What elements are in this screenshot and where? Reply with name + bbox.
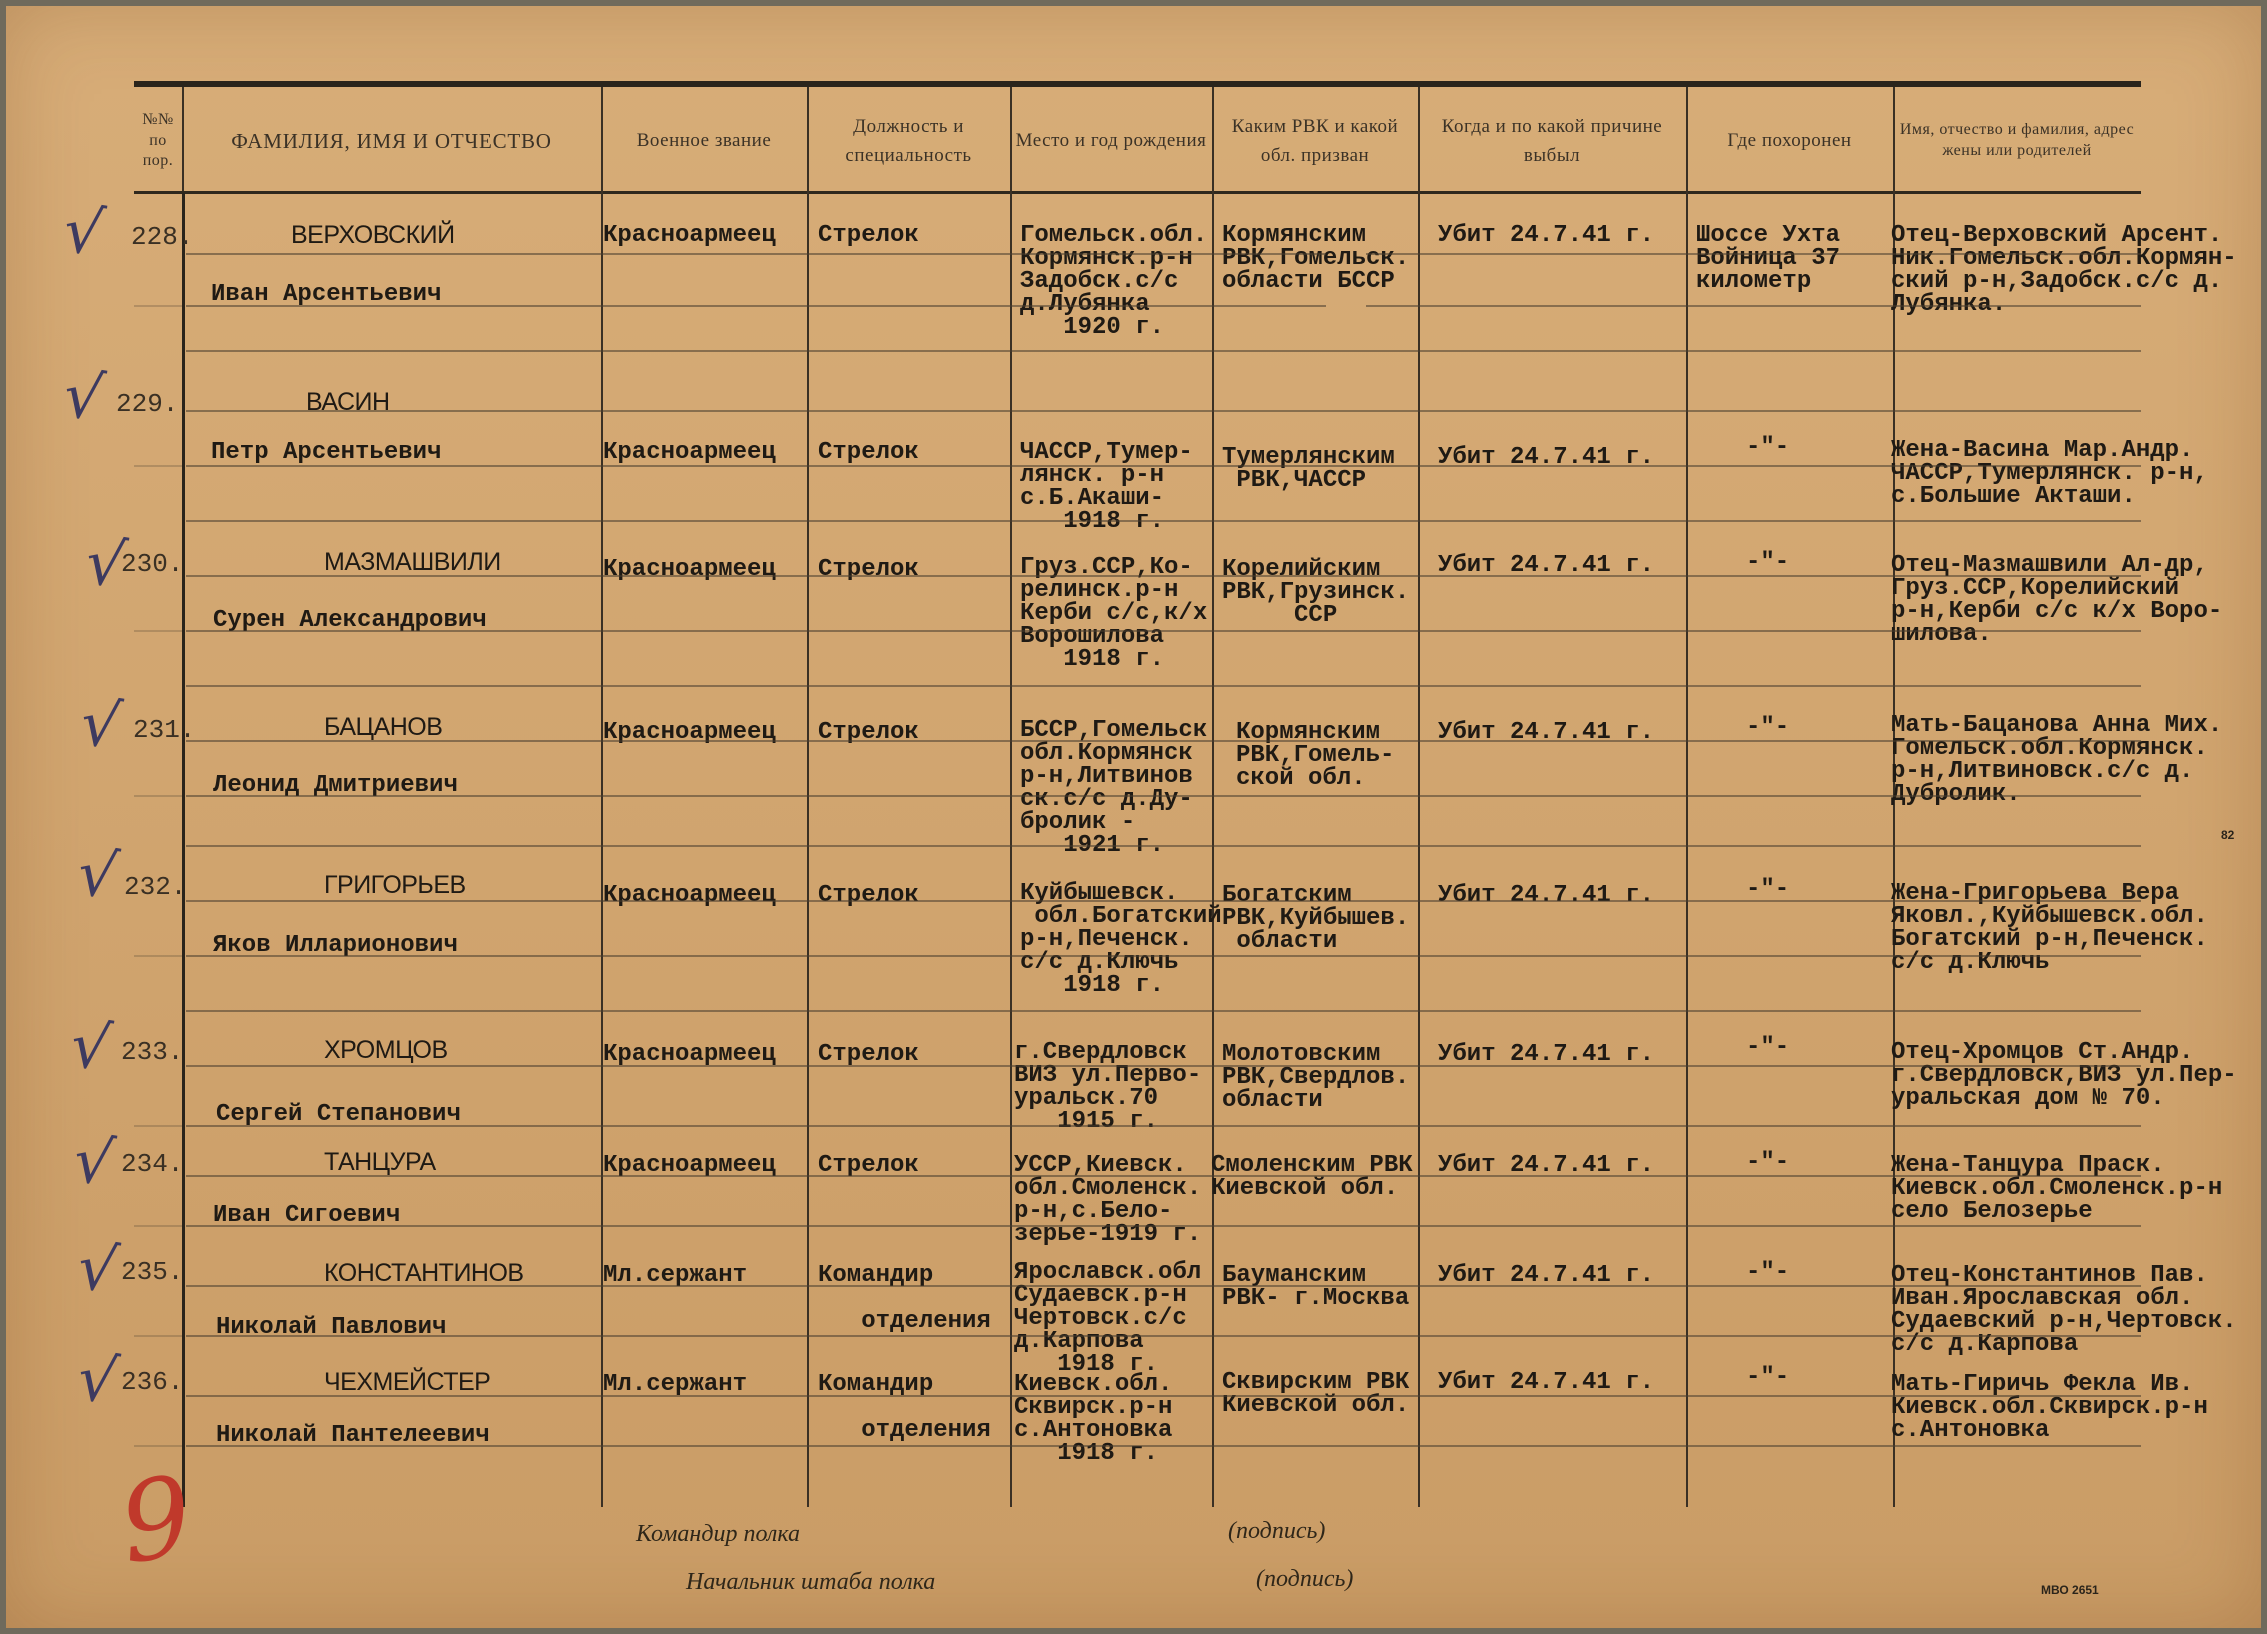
table-top-rule xyxy=(134,81,2141,87)
surname: ХРОМЦОВ xyxy=(324,1036,448,1064)
rank: Мл.сержант xyxy=(603,1371,748,1398)
birthplace: БССР,Гомельск обл.Кормянск р-н,Литвинов ск.с/с д.Ду- бролик - 1921 г. xyxy=(1020,717,1208,859)
check-mark: √ xyxy=(81,524,131,603)
birthplace: Куйбышевск. обл.Богатский р-н,Печенск. с/с д.Ключь 1918 г. xyxy=(1020,880,1222,999)
rank: Красноармеец xyxy=(603,439,776,466)
relatives: Отец-Константинов Пав. Иван.Ярославская обл. Судаевский р-н,Чертовск. с/с д.Карпова xyxy=(1891,1262,2237,1358)
row-number: 230. xyxy=(121,549,184,579)
birthplace: Киевск.обл. Сквирск.р-н с.Антоновка 1918 г. xyxy=(1014,1371,1173,1467)
check-mark: √ xyxy=(76,685,126,764)
archive-document-page xyxy=(6,6,2261,1628)
burial-place: -"- xyxy=(1746,1149,1790,1176)
column-divider xyxy=(1686,87,1688,1507)
position: Стрелок xyxy=(818,556,919,583)
burial-place: Шоссе Ухта Войница 37 километр xyxy=(1696,222,1841,295)
surname: ТАНЦУРА xyxy=(324,1148,436,1176)
rank: Красноармеец xyxy=(603,1041,776,1068)
form-code: МВО 2651 xyxy=(2041,1583,2099,1597)
page-number: 82 xyxy=(2221,828,2235,842)
position: Стрелок xyxy=(818,1041,919,1068)
header-burial: Где похоронен xyxy=(1727,130,1852,152)
red-pencil-mark: 9 xyxy=(112,1451,200,1589)
date-cause: Убит 24.7.41 г. xyxy=(1438,1262,1655,1289)
row-number: 229. xyxy=(116,389,179,419)
draft-office: Тумерлянским РВК,ЧАССР xyxy=(1222,444,1395,494)
surname: ГРИГОРЬЕВ xyxy=(324,871,466,899)
row-number: 231. xyxy=(133,715,196,745)
given-names: Яков Илларионович xyxy=(213,932,458,959)
draft-office: Кормянским РВК,Гомель- ской обл. xyxy=(1236,719,1395,792)
position: Стрелок xyxy=(818,1152,919,1179)
relatives: Жена-Григорьева Вера Яковл.,Куйбышевск.обл. Богатский р-н,Печенск. с/с д.Ключь xyxy=(1891,880,2208,976)
draft-office: Кормянским РВК,Гомельск. области БССР xyxy=(1222,222,1410,295)
burial-place: -"- xyxy=(1746,549,1790,576)
draft-office: Бауманским РВК- г.Москва xyxy=(1222,1262,1410,1312)
date-cause: Убит 24.7.41 г. xyxy=(1438,719,1655,746)
given-names: Иван Сигоевич xyxy=(213,1202,401,1229)
row-number: 235. xyxy=(121,1257,184,1287)
chief-of-staff-label: Начальник штаба полка xyxy=(686,1569,936,1595)
relatives: Мать-Гиричь Фекла Ив. Киевск.обл.Сквирск.р-н с.Антоновка xyxy=(1891,1371,2208,1444)
check-mark: √ xyxy=(66,1007,116,1086)
row-number: 234. xyxy=(121,1149,184,1179)
date-cause: Убит 24.7.41 г. xyxy=(1438,222,1655,249)
column-divider xyxy=(182,193,185,1507)
burial-place: -"- xyxy=(1746,876,1790,903)
surname: ВЕРХОВСКИЙ xyxy=(291,221,455,249)
header-draft-office: Каким РВК и какой обл. призван xyxy=(1231,115,1399,166)
birthplace: Груз.ССР,Ко- релинск.р-н Керби с/с,к/х Ворошилова 1918 г. xyxy=(1020,554,1208,673)
birthplace: г.Свердловск ВИЗ ул.Перво- уральск.70 1915 г. xyxy=(1014,1039,1202,1135)
header-relatives: Имя, отчество и фамилия, адрес жены или родителей xyxy=(1899,121,2135,159)
burial-place: -"- xyxy=(1746,1034,1790,1061)
rank: Красноармеец xyxy=(603,719,776,746)
check-mark: √ xyxy=(73,1340,123,1419)
header-position: Должность и специальность xyxy=(845,115,972,166)
draft-office: Молотовским РВК,Свердлов. области xyxy=(1222,1041,1410,1114)
position: Командир отделения xyxy=(818,1371,991,1444)
row-number: 232. xyxy=(124,872,187,902)
rank: Красноармеец xyxy=(603,556,776,583)
burial-place: -"- xyxy=(1746,1364,1790,1391)
surname: БАЦАНОВ xyxy=(324,713,443,741)
row-number: 233. xyxy=(121,1037,184,1067)
position: Командир отделения xyxy=(818,1262,991,1335)
draft-office: Смоленским РВК Киевской обл. xyxy=(1211,1152,1413,1202)
draft-office: Корелийским РВК,Грузинск. ССР xyxy=(1222,556,1410,629)
given-names: Сурен Александрович xyxy=(213,607,487,634)
birthplace: Ярославск.обл Судаевск.р-н Чертовск.с/с д.Карпова 1918 г. xyxy=(1014,1259,1202,1378)
relatives: Жена-Танцура Праск. Киевск.обл.Смоленск.р-н село Белозерье xyxy=(1891,1152,2223,1225)
surname: ЧЕХМЕЙСТЕР xyxy=(324,1368,491,1396)
date-cause: Убит 24.7.41 г. xyxy=(1438,1041,1655,1068)
rank: Мл.сержант xyxy=(603,1262,748,1289)
header-number: №№ по пор. xyxy=(142,110,174,170)
given-names: Николай Пантелеевич xyxy=(216,1422,490,1449)
relatives: Жена-Васина Мар.Андр. ЧАССР,Тумерлянск. р-н, с.Большие Акташи. xyxy=(1891,437,2208,510)
signature-placeholder-2: (подпись) xyxy=(1256,1566,1354,1592)
burial-place: -"- xyxy=(1746,434,1790,461)
position: Стрелок xyxy=(818,882,919,909)
check-mark: √ xyxy=(59,192,109,271)
commander-label: Командир полка xyxy=(636,1521,800,1547)
check-mark: √ xyxy=(73,835,123,914)
relatives: Отец-Верховский Арсент. Ник.Гомельск.обл.Кормян- ский р-н,Задобск.с/с д. Лубянка. xyxy=(1891,222,2237,318)
position: Стрелок xyxy=(818,719,919,746)
signature-placeholder-1: (подпись) xyxy=(1228,1518,1326,1544)
header-bottom-rule xyxy=(134,191,2141,194)
given-names: Сергей Степанович xyxy=(216,1101,461,1128)
header-date-cause: Когда и по какой причине выбыл xyxy=(1441,115,1663,166)
relatives: Мать-Бацанова Анна Мих. Гомельск.обл.Кормянск. р-н,Литвиновск.с/с д. Дубролик. xyxy=(1891,712,2223,808)
birthplace: Гомельск.обл. Кормянск.р-н Задобск.с/с д.Лубянка 1920 г. xyxy=(1020,222,1208,341)
surname: ВАСИН xyxy=(306,388,390,416)
row-number: 228. xyxy=(131,222,194,252)
birthplace: ЧАССР,Тумер- лянск. р-н с.Б.Акаши- 1918 г. xyxy=(1020,439,1193,535)
relatives: Отец-Хромцов Ст.Андр. г.Свердловск,ВИЗ ул.Пер- уральская дом № 70. xyxy=(1891,1039,2237,1112)
given-names: Петр Арсентьевич xyxy=(211,439,442,466)
date-cause: Убит 24.7.41 г. xyxy=(1438,882,1655,909)
given-names: Иван Арсентьевич xyxy=(211,281,442,308)
header-rank: Военное звание xyxy=(636,130,772,152)
birthplace: УССР,Киевск. обл.Смоленск. р-н,с.Бело- зерье-1919 г. xyxy=(1014,1152,1202,1248)
rank: Красноармеец xyxy=(603,222,776,249)
draft-office: Богатским РВК,Куйбышев. области xyxy=(1222,882,1410,955)
position: Стрелок xyxy=(818,222,919,249)
column-divider xyxy=(1418,87,1420,1507)
relatives: Отец-Мазмашвили Ал-др, Груз.ССР,Корелийский р-н,Керби с/с к/х Воро- шилова. xyxy=(1891,552,2223,648)
header-full-name: ФАМИЛИЯ, ИМЯ И ОТЧЕСТВО xyxy=(231,128,552,153)
given-names: Николай Павлович xyxy=(216,1314,447,1341)
rank: Красноармеец xyxy=(603,882,776,909)
date-cause: Убит 24.7.41 г. xyxy=(1438,1152,1655,1179)
column-divider xyxy=(1010,87,1012,1507)
check-mark: √ xyxy=(59,357,109,436)
draft-office: Сквирским РВК Киевской обл. xyxy=(1222,1369,1410,1419)
burial-place: -"- xyxy=(1746,1259,1790,1286)
check-mark: √ xyxy=(73,1229,123,1308)
check-mark: √ xyxy=(69,1122,119,1201)
surname: КОНСТАНТИНОВ xyxy=(324,1259,524,1287)
burial-place: -"- xyxy=(1746,714,1790,741)
date-cause: Убит 24.7.41 г. xyxy=(1438,1369,1655,1396)
column-divider xyxy=(1212,87,1214,1507)
column-divider xyxy=(601,87,603,1507)
date-cause: Убит 24.7.41 г. xyxy=(1438,444,1655,471)
surname: МАЗМАШВИЛИ xyxy=(324,548,501,576)
header-birthplace: Место и год рождения xyxy=(1015,130,1207,152)
date-cause: Убит 24.7.41 г. xyxy=(1438,552,1655,579)
rank: Красноармеец xyxy=(603,1152,776,1179)
position: Стрелок xyxy=(818,439,919,466)
row-number: 236. xyxy=(121,1367,184,1397)
given-names: Леонид Дмитриевич xyxy=(213,772,458,799)
column-divider xyxy=(807,87,809,1507)
